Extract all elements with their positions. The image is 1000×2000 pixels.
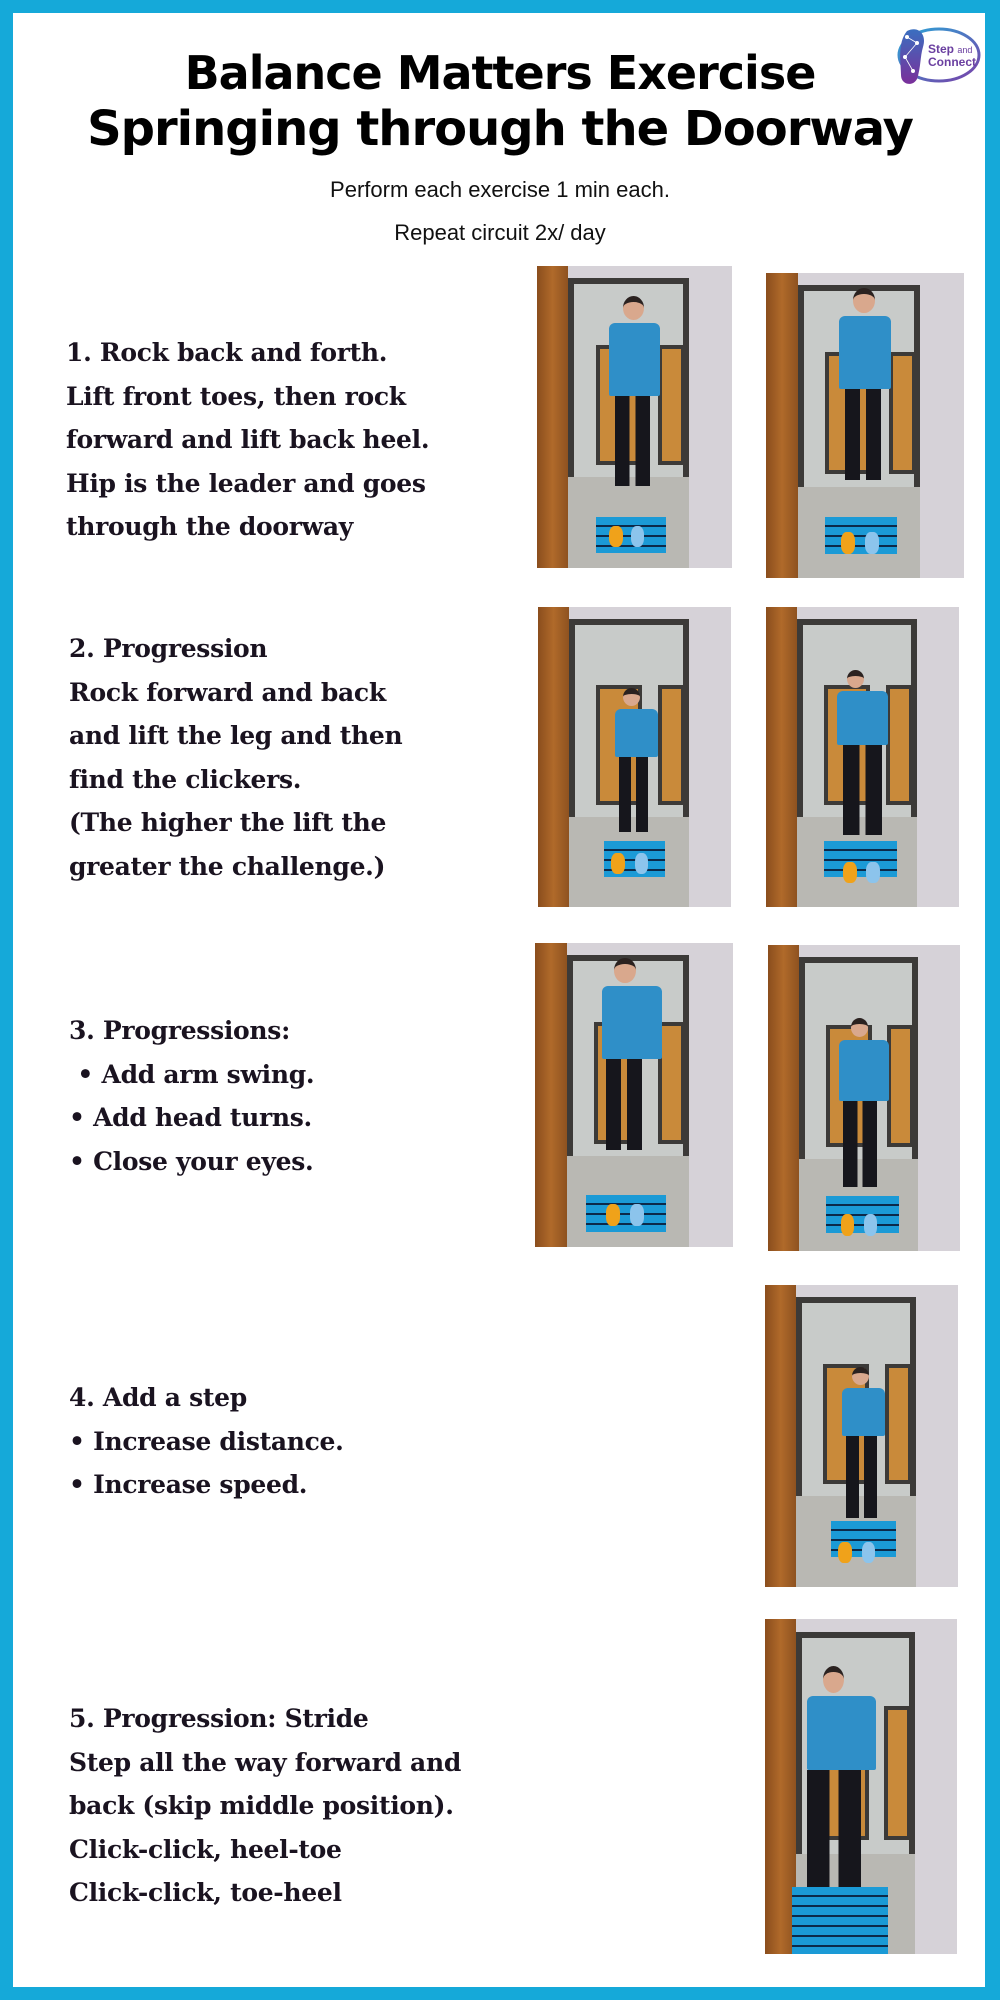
- photo-stride: [765, 1619, 957, 1954]
- photo-arm-swing: [535, 943, 733, 1247]
- logo-text-connect: Connect: [928, 55, 976, 69]
- step-line: through the doorway: [66, 512, 353, 541]
- exercise-sheet: [13, 13, 985, 1987]
- step-4-text: [69, 1376, 344, 1507]
- photo-head-turn: [768, 945, 960, 1251]
- photo-leg-lift: [766, 607, 959, 907]
- step-line: • Close your eyes.: [69, 1146, 314, 1176]
- step-line: (The higher the lift the: [69, 808, 387, 837]
- photo-add-step: [765, 1285, 958, 1587]
- step-line: back (skip middle position).: [69, 1791, 454, 1820]
- step-line: Step all the way forward and: [69, 1747, 462, 1777]
- page-title-line2: Springing through the Doorway: [87, 101, 913, 157]
- step-and-connect-logo: [893, 23, 983, 91]
- logo-text-and: and: [957, 45, 973, 55]
- step-line: • Increase speed.: [69, 1470, 308, 1499]
- step-3-text: [69, 1009, 314, 1183]
- step-line: 5. Progression: Stride: [69, 1704, 369, 1733]
- photo-rock-forward: [537, 266, 732, 568]
- step-line: • Add head turns.: [69, 1103, 312, 1132]
- step-line: find the clickers.: [69, 764, 302, 794]
- photo-rock-back: [766, 273, 964, 578]
- photo-rock-step: [538, 607, 731, 907]
- step-line: • Add arm swing.: [69, 1059, 315, 1089]
- step-line: Click-click, heel-toe: [69, 1834, 342, 1864]
- step-1-text: [66, 331, 429, 549]
- instruction-duration: Perform each exercise 1 min each.: [330, 177, 670, 202]
- page-title-line1: Balance Matters Exercise: [184, 46, 816, 100]
- step-line: Rock forward and back: [69, 677, 386, 707]
- step-line: forward and lift back heel.: [66, 425, 430, 454]
- step-line: 2. Progression: [69, 634, 268, 663]
- instruction-repeat: Repeat circuit 2x/ day: [394, 220, 606, 245]
- step-line: 4. Add a step: [69, 1383, 247, 1412]
- step-5-text: [69, 1697, 461, 1915]
- step-line: and lift the leg and then: [69, 721, 403, 750]
- step-2-text: [69, 627, 402, 888]
- step-line: Hip is the leader and goes: [66, 468, 426, 498]
- step-line: • Increase distance.: [69, 1426, 344, 1456]
- step-line: Lift front toes, then rock: [66, 381, 406, 411]
- step-line: greater the challenge.): [69, 851, 386, 881]
- step-line: Click-click, toe-heel: [69, 1878, 342, 1907]
- logo-text-step: Step: [928, 42, 955, 56]
- step-line: 3. Progressions:: [69, 1016, 291, 1045]
- step-line: 1. Rock back and forth.: [66, 338, 388, 367]
